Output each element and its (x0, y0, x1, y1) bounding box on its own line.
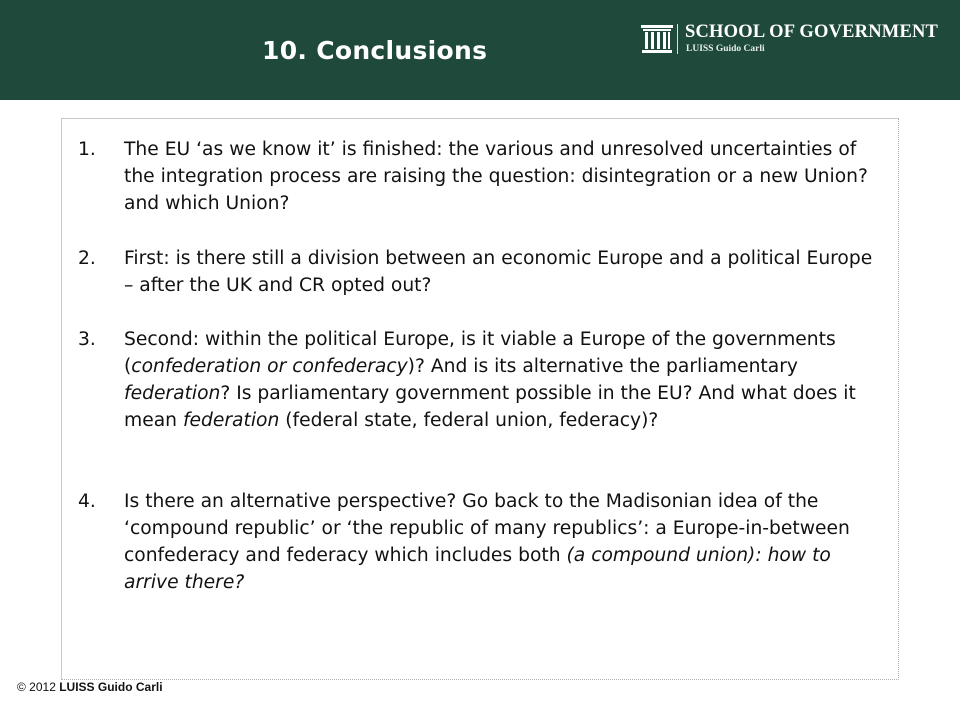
copyright-text: © 2012 (17, 680, 56, 694)
item-text: First: is there still a division between an economic Europe and a political Europe – after the UK and CR opted out? (124, 248, 873, 296)
logo-divider (677, 24, 678, 54)
item-text (124, 488, 884, 596)
item-text-italic: confederation or confederacy (131, 356, 408, 377)
logo-subtitle: LUISS Guido Carli (686, 44, 765, 54)
footer-org: LUISS Guido Carli (59, 680, 163, 694)
column-building-icon (640, 24, 674, 54)
item-text-italic: federation (124, 383, 221, 404)
item-number: 3. (78, 329, 96, 350)
item-text-part: Is there an alternative perspective? Go back to the Madisonian idea of the ‘compound republic’ or ‘the republic of many republics’: a Europe-in-between confederacy and federacy which includes both (124, 491, 850, 566)
item-text-part: ? Is parliamentary government possible in the EU? And what does it mean (124, 383, 856, 431)
item-number: 2. (78, 248, 96, 269)
item-text-part: (federal state, federal union, federacy)? (279, 410, 659, 431)
footer-copyright (17, 680, 163, 694)
item-text-part: )? And is its alternative the parliamentary (407, 356, 798, 377)
item-text-italic: federation (182, 410, 280, 431)
logo-name: SCHOOL OF GOVERNMENT (685, 22, 939, 42)
item-text: The EU ‘as we know it’ is finished: the various and unresolved uncertainties of the integration process are raising the question: disintegration or a new Union? and which Union? (124, 139, 868, 214)
slide-title: 10. Conclusions (262, 36, 488, 65)
item-text (124, 326, 884, 434)
school-logo (640, 22, 940, 62)
item-number: 4. (78, 491, 96, 512)
item-number: 1. (78, 139, 96, 160)
slide-header (0, 0, 960, 100)
item-text-part: Second: within the political Europe, is it viable a Europe of the governments ( (124, 329, 836, 377)
item-text-italic: (a compound union): how to arrive there? (124, 545, 831, 593)
